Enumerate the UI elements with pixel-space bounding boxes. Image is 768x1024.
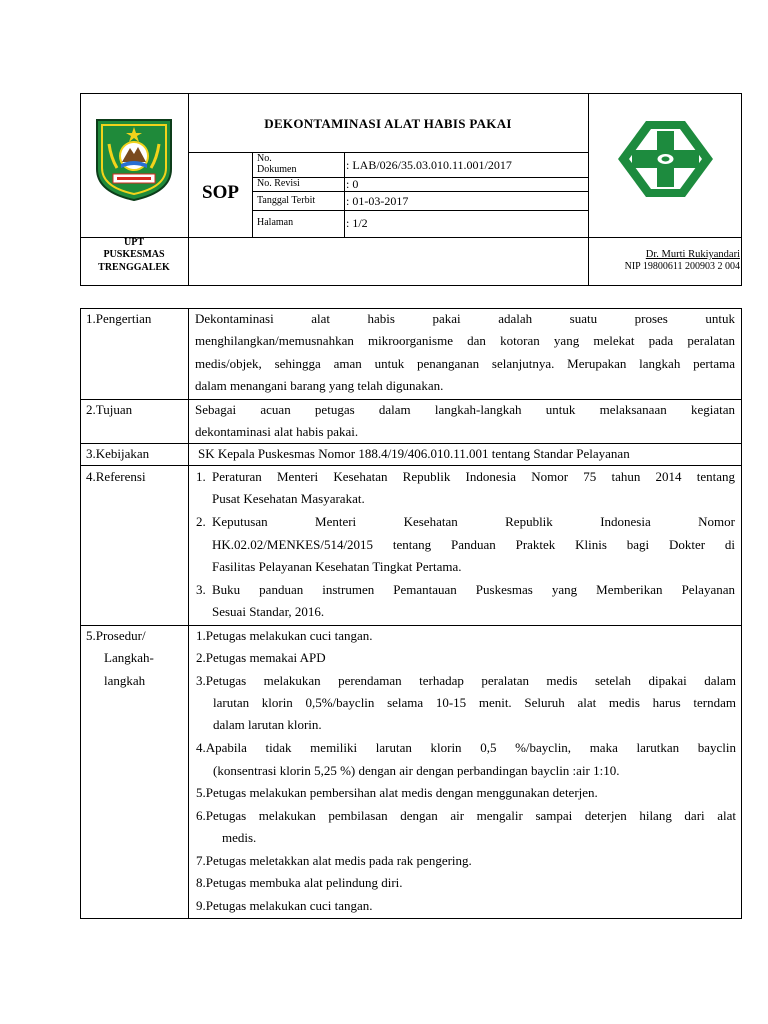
sop-label: SOP	[202, 182, 239, 203]
pengertian-line-2: menghilangkan/memusnahkan mikroorganisme dan kotoran yang melekat pada peralatan	[195, 333, 735, 348]
pengertian-line-3: medis/objek, sehingga aman untuk penanganan selanjutnya. Merupakan langkah pertama	[195, 356, 735, 371]
tujuan-line-2: dekontaminasi alat habis pakai.	[195, 424, 359, 439]
meta-label-no-revisi: No. Revisi	[257, 178, 300, 189]
meta-value-no-dokumen: : LAB/026/35.03.010.11.001/2017	[346, 158, 512, 172]
step-4-line-1: 4.Apabila tidak memiliki larutan klorin 0,5 %/bayclin, maka larutkan bayclin	[196, 740, 736, 755]
referensi-2-line-3: Fasilitas Pelayanan Kesehatan Tingkat Pertama.	[212, 559, 462, 574]
meta-value-halaman: : 1/2	[346, 216, 368, 230]
referensi-3-line-1: Buku panduan instrumen Pemantauan Puskesmas yang Memberikan Pelayanan	[212, 582, 735, 597]
step-3-line-3: dalam larutan klorin.	[213, 717, 322, 732]
referensi-num-1: 1.	[196, 469, 206, 484]
meta-label-halaman: Halaman	[257, 217, 294, 228]
step-3-line-2: larutan klorin 0,5%/bayclin selama 10-15 menit. Seluruh alat medis harus terndam	[213, 695, 736, 710]
referensi-2-line-1: Keputusan Menteri Kesehatan Republik Indonesia Nomor	[212, 514, 735, 529]
org-line-2: PUSKESMAS	[103, 249, 165, 260]
pengertian-line-4: dalam menangani barang yang telah digunakan.	[195, 378, 444, 393]
org-line-1: UPT	[124, 237, 144, 248]
meta-label-no-dokumen: No. Dokumen	[257, 153, 297, 175]
label-prosedur-1: 5.Prosedur/	[86, 628, 146, 643]
referensi-num-3: 3.	[196, 582, 206, 597]
label-kebijakan: 3.Kebijakan	[86, 446, 150, 461]
meta-label-tanggal-terbit: Tanggal Terbit	[257, 195, 316, 206]
regency-logo	[93, 114, 175, 202]
document-title: DEKONTAMINASI ALAT HABIS PAKAI	[264, 116, 512, 131]
puskesmas-logo	[616, 119, 715, 199]
step-2: 2.Petugas memakai APD	[196, 650, 326, 665]
signatory-name: Dr. Murti Rukiyandari	[645, 249, 740, 260]
referensi-3-line-2: Sesuai Standar, 2016.	[212, 604, 325, 619]
step-6-line-1: 6.Petugas melakukan pembilasan dengan air mengalir sampai deterjen hilang dari alat	[196, 808, 736, 823]
step-3-line-1: 3.Petugas melakukan perendaman terhadap peralatan medis setelah dipakai dalam	[196, 673, 736, 688]
step-4-line-2: (konsentrasi klorin 5,25 %) dengan air dengan perbandingan bayclin :air 1:10.	[213, 763, 620, 778]
meta-value-tanggal-terbit: : 01-03-2017	[346, 194, 409, 208]
step-5: 5.Petugas melakukan pembersihan alat medis dengan menggunakan deterjen.	[196, 785, 598, 800]
label-referensi: 4.Referensi	[86, 469, 146, 484]
step-1: 1.Petugas melakukan cuci tangan.	[196, 628, 373, 643]
step-7: 7.Petugas meletakkan alat medis pada rak pengering.	[196, 853, 472, 868]
label-prosedur-3: langkah	[104, 673, 146, 688]
step-6-line-2: medis.	[222, 830, 257, 845]
signatory-nip: NIP 19800611 200903 2 004	[624, 261, 740, 272]
meta-value-no-revisi: : 0	[346, 177, 359, 191]
referensi-1-line-1: Peraturan Menteri Kesehatan Republik Indonesia Nomor 75 tahun 2014 tentang	[212, 469, 735, 484]
label-tujuan: 2.Tujuan	[86, 402, 133, 417]
pengertian-line-1: Dekontaminasi alat habis pakai adalah suatu proses untuk	[195, 311, 735, 326]
label-pengertian: 1.Pengertian	[86, 311, 152, 326]
step-8: 8.Petugas membuka alat pelindung diri.	[196, 875, 403, 890]
org-line-3: TRENGGALEK	[98, 262, 170, 273]
step-9: 9.Petugas melakukan cuci tangan.	[196, 898, 373, 913]
referensi-num-2: 2.	[196, 514, 206, 529]
referensi-2-line-2: HK.02.02/MENKES/514/2015 tentang Panduan Praktek Klinis bagi Dokter di	[212, 537, 735, 552]
referensi-1-line-2: Pusat Kesehatan Masyarakat.	[212, 491, 365, 506]
label-prosedur-2: Langkah-	[104, 650, 154, 665]
kebijakan-text: SK Kepala Puskesmas Nomor 188.4/19/406.010.11.001 tentang Standar Pelayanan	[198, 446, 630, 461]
tujuan-line-1: Sebagai acuan petugas dalam langkah-langkah untuk melaksanaan kegiatan	[195, 402, 735, 417]
